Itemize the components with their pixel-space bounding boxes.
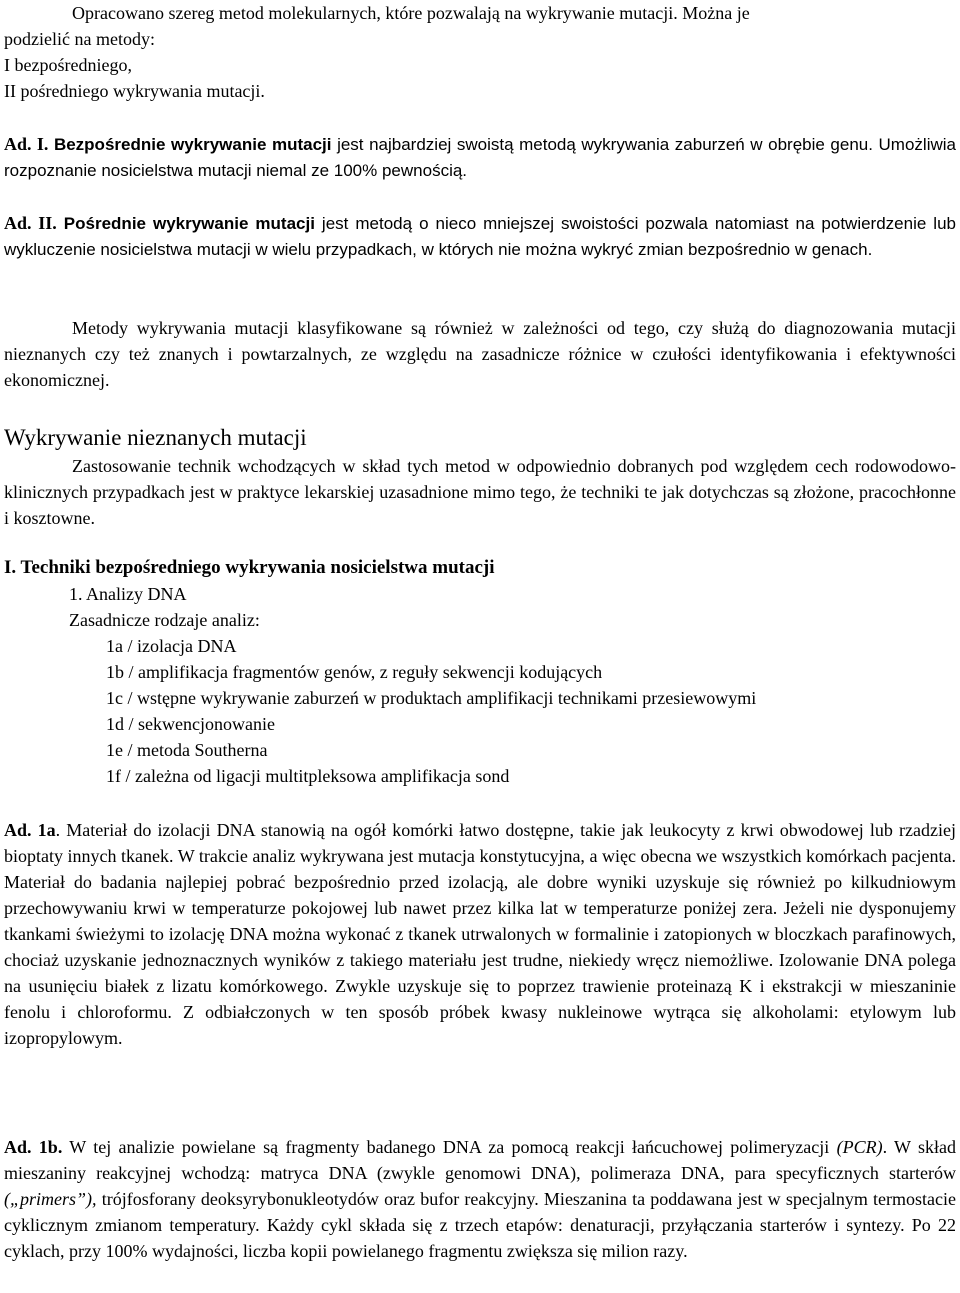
list-item: 1b / amplifikacja fragmentów genów, z reguły sekwencji kodujących: [106, 662, 603, 682]
ad-2-paragraph: [4, 210, 956, 263]
list-item: 1e / metoda Southerna: [106, 740, 268, 760]
ad-2-label: Ad. II.: [4, 213, 57, 233]
ad-1-label: Ad. I.: [4, 134, 49, 154]
intro-line-1: Opracowano szereg metod molekularnych, które pozwalają na wykrywanie mutacji. Można je: [72, 3, 750, 23]
intro-line-2: podzielić na metody:: [4, 29, 155, 49]
ad-1-text: jest najbardziej swoistą metodą wykrywania zaburzeń w obrębie genu. Umożliwia rozpoznanie nosicielstwa mutacji niemal ze 100% pewnością.: [4, 135, 956, 180]
ad-2-bold-term: Pośrednie wykrywanie mutacji: [63, 214, 315, 233]
ad-1a-text: . Materiał do izolacji DNA stanowią na ogół komórki łatwo dostępne, takie jak leukocyty z krwi obwodowej lub rzadziej bioptaty innych tkanek. W trakcie analiz wykrywana jest mutacja konstytucyjna, a więc obecna we wszystkich komórkach pacjenta. Materiał do badania najlepiej pobrać bezpośrednio przed izolacją, ale dobre wyniki uzyskuje się również po kilkudniowym przechowywaniu krwi w temperaturze pokojowej lub nawet przez kilka lat w temperaturze poniżej zera. Jeżeli nie dysponujemy tkankami świeżymi to izolację DNA można wykonać z tkanek utrwalonych w formalinie i zatopionych w bloczkach parafinowych, chociaż uzyskanie jednoznacznych wyników z takiego materiału jest trudne, niekiedy wręcz niemożliwe. Izolowanie DNA polega na usunięciu białek z lizatu komórkowego. Zwykle uzyskuje się to poprzez trawienie proteinazą K i ekstrakcji w mieszaninie fenolu i chloroformu. Z odbiałczonych w ten sposób próbek kwasy nukleinowe wytrąca się alkoholami: etylowym lub izopropylowym.: [4, 820, 956, 1048]
ad-1b-primers: („primers”),: [4, 1189, 97, 1209]
ad-1-paragraph: [4, 131, 956, 184]
list-item: 1a / izolacja DNA: [106, 636, 237, 656]
section-heading-unknown: Wykrywanie nieznanych mutacji: [4, 425, 307, 450]
list-item-analizy-dna: 1. Analizy DNA: [69, 584, 187, 604]
list-item: 1d / sekwencjonowanie: [106, 714, 275, 734]
classification-paragraph: Metody wykrywania mutacji klasyfikowane są również w zależności od tego, czy służą do diagnozowania mutacji nieznanych czy też znanych i powtarzalnych, ze względu na zasadnicze różnice w czułości identyfikowania i efektywności ekonomicznej.: [4, 318, 956, 390]
ad-1b-text-3: trójfosforany deoksyrybonukleotydów oraz bufor reakcyjny. Mieszanina ta poddawana jest w specjalnym termostacie cyklicznym zmianom temperatury. Każdy cykl składa się z trzech etapów: denaturacji, przyłączania starterów i syntezy. Po 22 cyklach, przy 100% wydajności, liczba kopii powielanego fragmentu zwiększa się milion razy.: [4, 1189, 956, 1261]
ad-1b-label: Ad. 1b.: [4, 1137, 63, 1157]
intro-line-3: I bezpośredniego,: [4, 55, 132, 75]
list-item: 1c / wstępne wykrywanie zaburzeń w produktach amplifikacji technikami przesiewowymi: [106, 688, 757, 708]
list-item: 1f / zależna od ligacji multitpleksowa amplifikacja sond: [106, 766, 510, 786]
list-subtitle: Zasadnicze rodzaje analiz:: [69, 610, 260, 630]
section-unknown-body: Zastosowanie technik wchodzących w skład tych metod w odpowiednio dobranych pod względem cech rodowodowo-klinicznych przypadkach jest w praktyce lekarskiej uzasadnione mimo tego, że techniki te jak dotychczas są złożone, pracochłonne i kosztowne.: [4, 456, 956, 528]
section-heading-direct: I. Techniki bezpośredniego wykrywania nosicielstwa mutacji: [4, 557, 495, 578]
ad-1b-text-2: . W skład mieszaniny reakcyjnej wchodzą: matryca DNA (zwykle genomowi DNA), polimeraza DNA, para specyficznych starterów: [4, 1137, 956, 1183]
intro-line-4: II pośredniego wykrywania mutacji.: [4, 81, 265, 101]
ad-1-bold-term: Bezpośrednie wykrywanie mutacji: [53, 135, 332, 154]
ad-1b-pcr: (PCR): [836, 1137, 883, 1157]
intro-paragraph: [4, 0, 956, 104]
ad-1b-text-1: W tej analizie powielane są fragmenty badanego DNA za pomocą reakcji łańcuchowej polimeryzacji: [62, 1137, 837, 1157]
ad-1a-paragraph: [4, 817, 956, 1051]
ad-1b-paragraph: [4, 1134, 956, 1264]
analysis-list: [106, 633, 956, 789]
ad-1a-label: Ad. 1a: [4, 820, 56, 840]
ad-2-text: jest metodą o nieco mniejszej swoistości pozwala natomiast na potwierdzenie lub wykluczenie nosicielstwa mutacji w wielu przypadkach, w których nie można wykryć zmian bezpośrednio w genach.: [4, 214, 956, 259]
